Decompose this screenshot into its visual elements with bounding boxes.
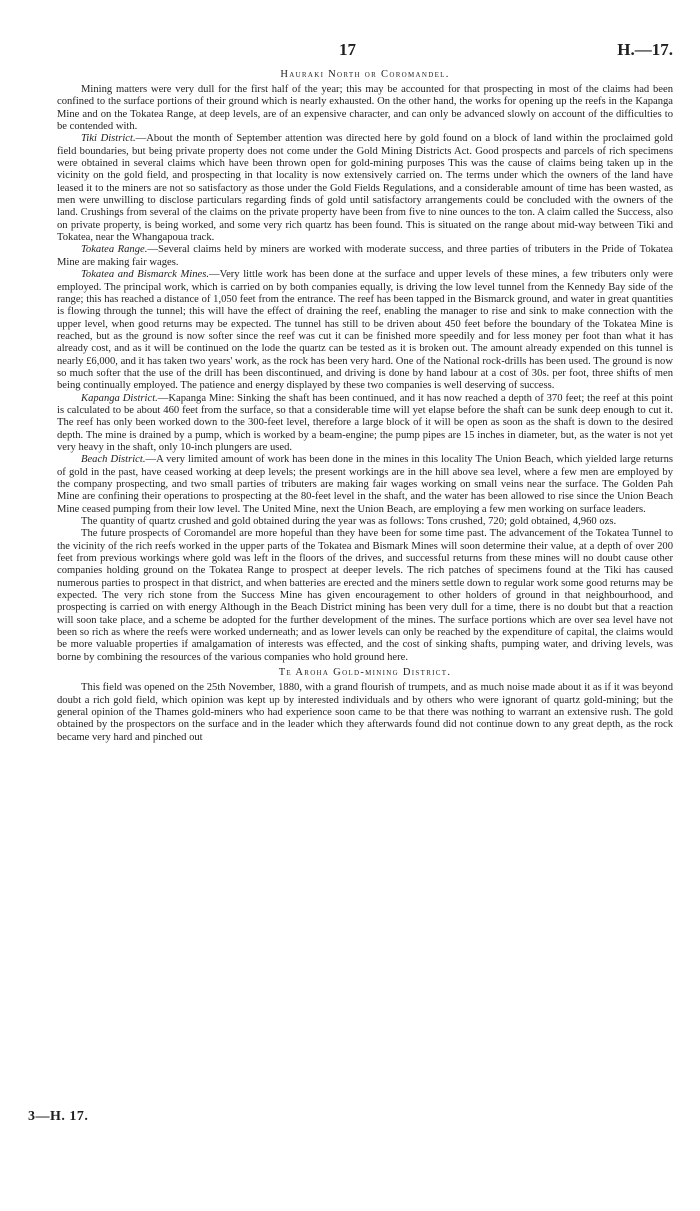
section-heading: Te Aroha Gold-mining District. xyxy=(278,667,452,679)
printer-signature-mark: 3—H. 17. xyxy=(28,1109,89,1124)
page-header xyxy=(57,40,673,68)
paragraph-subheading: Tokatea and Bismarck Mines. xyxy=(81,269,209,281)
paragraph-text: —Very little work has been done at the surface and upper levels of these mines, a few tributers only were employed. The principal work, which is carried on by both companies equally, is driving the low level tunnel from the Kennedy Bay side of the range; this has reached a distance of 1,050 feet from the entrance. The reef has been tapped in the Bismarck ground, and water in great quantities is flowing through the tunnel; this will have the effect of draining the reef, enabling the manager to rise and sink to make connection with the upper level, when good returns may be expected. The tunnel has still to be driven about 450 feet before the boundary of the Tokatea Mine is reached, but as the ground is now softer since the reef was cut it can be finished more speedily and for less money per foot than what it has already cost, and as it will be continued on the lode the quartz can be tested as it is broken out. The amount already expended on this tunnel is nearly £6,000, and it has taken two years' work, as the rock has been very hard. One of the National rock-drills has been used. The ground is now so much softer that the use of the drill has been discontinued, and driving is done by hand labour at a cost of 30s. per foot, three shifts of men being continually employed. The patience and energy displayed by these two companies is well deserving of success. xyxy=(57,269,673,392)
paragraph xyxy=(57,682,673,744)
document-body xyxy=(57,68,673,744)
paragraph-text: —A very limited amount of work has been done in the mines in this locality The Union Beach, which yielded large returns of gold in the past, have ceased working at deep levels; the present workings are in the hill above sea level, where a few men are employed by the company prospecting, and two small parties of tributers are making fair wages working on small veins near the surface. The Golden Pah Mine are confining their operations to prospecting at the 80-feet level in the shaft, and the water has been allowed to rise since the Union Beach Mine ceased pumping from their low level. The United Mine, next the Union Beach, are employing a few men working on surface leaders. xyxy=(57,454,673,515)
paragraph-text: —Kapanga Mine: Sinking the shaft has been continued, and it has now reached a depth of 370 feet; the reef at this point is calculated to be about 460 feet from the surface, so that a considerable time will yet elapse before the shaft can be sunk deep enough to cut it. The reef has only been worked down to the 300-feet level, therefore a large block of it will be open as soon as the shaft is down to the desired depth. The mine is drained by a pump, which is worked by a beam-engine; the pump pipes are 15 inches in diameter, but, as the water is not yet very heavy in the shaft, only 10-inch plungers are used. xyxy=(57,392,673,453)
paragraph xyxy=(57,133,673,244)
page-number: 17 xyxy=(339,40,356,59)
paragraph-text: The future prospects of Coromandel are more hopeful than they have been for some time past. The advancement of the Tokatea Tunnel to the vicinity of the rich reefs worked in the upper parts of the Tokatea and Bismark Mines will soon determine their value, at a depth of over 200 feet from previous workings where gold was left in the floors of the drives, and successful returns from these mines will no doubt cause other companies holding ground on the Tokatea Range to prospect at deeper levels. The rich patches of specimens found at the Tiki has caused numerous parties to prospect in that district, and when batteries are erected and the miners settle down to regular work some good returns may be expected. The very rich stone from the Success Mine has given encouragement to other holders of ground in that neighbourhood, and prospecting is carried on with energy Although in the Beach District mining has been very dull for a time, there is no doubt but that a reaction will soon take place, and a scheme be adopted for the further development of the mines. The surface portions which are over sea level have not been so rich as where the reefs were worked underneath; and as lower levels can only be reached by the expenditure of capital, the claims would be more valuable properties if amalgamation of interests was effected, and the cost of sinking shafts, pumping water, and driving levels, was borne by combining the resources of the various companies who hold ground here. xyxy=(57,528,673,663)
paragraph-subheading: Beach District. xyxy=(81,454,146,466)
paragraph xyxy=(57,269,673,392)
document-reference: H.—17. xyxy=(617,40,673,59)
paragraph xyxy=(57,528,673,664)
paragraph xyxy=(57,454,673,516)
paragraph-subheading: Tiki District. xyxy=(81,133,136,145)
paragraph xyxy=(57,393,673,455)
paragraph xyxy=(57,84,673,133)
paragraph-subheading: Tokatea Range. xyxy=(81,244,148,256)
section-heading: Hauraki North or Coromandel. xyxy=(280,69,450,80)
paragraph-text: The quantity of quartz crushed and gold obtained during the year was as follows: Tons crushed, 720; gold obtained, 4,960 ozs. xyxy=(81,516,617,528)
paragraph-text: This field was opened on the 25th November, 1880, with a grand flourish of trumpets, and as much noise made about it as if it was beyond doubt a rich gold field, which opinion was kept up by interested individuals and by others who were ignorant of quartz gold-mining; but the general opinion of the Thames gold-miners who had experience soon came to be that there was nothing to warrant an extensive rush. The gold obtained by the prospectors on the surface and in the leader which they afterwards found did not continue down to any great depth, as the rock became very hard and pinched out xyxy=(57,682,673,743)
paragraph xyxy=(57,516,673,528)
paragraph-text: Mining matters were very dull for the first half of the year; this may be accounted for that prospecting in most of the claims had been confined to the surface portions of their ground which is nearly exhausted. On the other hand, the works for opening up the reefs in the Kapanga Mine and on the Tokatea Range, at deep levels, are of an expensive character, and can only be advanced slowly on account of the difficulties to be contended with. xyxy=(57,84,673,133)
paragraph-text: —Several claims held by miners are worked with moderate success, and three parties of tributers in the Pride of Tokatea Mine are making fair wages. xyxy=(57,244,673,268)
paragraph-text: —About the month of September attention was directed here by gold found on a block of land within the proclaimed gold field boundaries, but being private property does not come under the Gold Mining Districts Act. Good prospects and parcels of rich specimens were obtained in several claims which have been thrown open for gold-mining purposes This was the cause of claims being taken up in the vicinity on the gold field, and prospecting in that locality is now extensively carried on. The terms under which the owners of the land have leased it to the miners are not so satisfactory as those under the Gold Fields Regulations, and a considerable amount of time has been wasted, as men were unwilling to disclose particulars regarding finds of gold until satisfactory arrangements could be concluded with the owners of the land. Crushings from several of the claims on the private property have been from five to nine ounces to the ton. A claim called the Success, also on private property, is being worked, and some very rich quartz has been found. This is situated on the range about mid-way between Tiki and Tokatea, near the Whangapoua track. xyxy=(57,133,673,244)
paragraph xyxy=(57,244,673,269)
paragraph-subheading: Kapanga District. xyxy=(81,392,158,404)
document-page xyxy=(57,40,673,744)
